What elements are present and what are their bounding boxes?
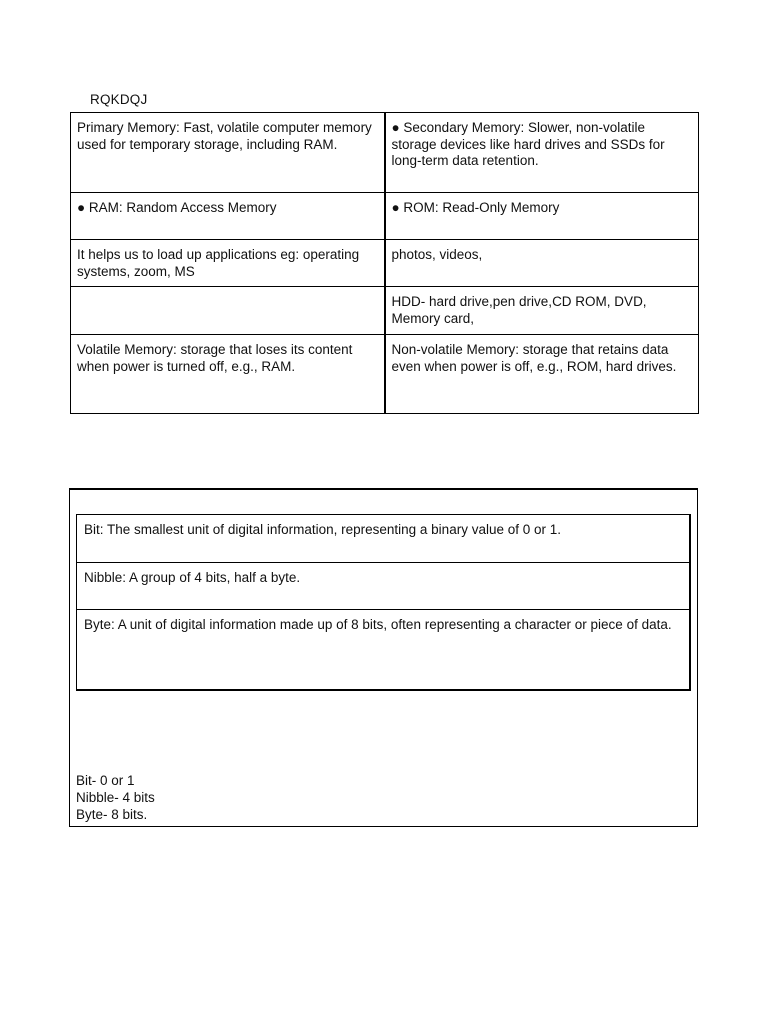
data-units-box <box>69 488 698 827</box>
primary-memory-cell: Primary Memory: Fast, volatile computer memory used for temporary storage, including RAM. <box>71 113 385 193</box>
table-row <box>71 240 699 287</box>
secondary-memory-cell: ● Secondary Memory: Slower, non-volatile storage devices like hard drives and SSDs for long-term data retention. <box>385 113 699 193</box>
empty-cell <box>71 287 385 335</box>
table-row <box>71 193 699 240</box>
byte-summary-line: Byte- 8 bits. <box>76 807 148 822</box>
document-header-label: RQKDQJ <box>90 92 148 107</box>
non-volatile-memory-cell: Non-volatile Memory: storage that retains data even when power is off, e.g., ROM, hard drives. <box>385 335 699 414</box>
bit-definition-row <box>77 515 689 563</box>
table-row <box>71 335 699 414</box>
data-units-table <box>76 514 691 691</box>
volatile-memory-cell: Volatile Memory: storage that loses its content when power is turned off, e.g., RAM. <box>71 335 385 414</box>
nibble-summary-line: Nibble- 4 bits <box>76 790 155 805</box>
units-summary <box>76 772 155 823</box>
table-row <box>71 113 699 193</box>
nibble-definition-text: Nibble: A group of 4 bits, half a byte. <box>84 570 301 585</box>
secondary-usage-cell: photos, videos, <box>385 240 699 287</box>
nibble-definition-row <box>77 563 689 610</box>
storage-devices-cell: HDD- hard drive,pen drive,CD ROM, DVD, Memory card, <box>385 287 699 335</box>
ram-usage-cell: It helps us to load up applications eg: operating systems, zoom, MS <box>71 240 385 287</box>
ram-cell: ● RAM: Random Access Memory <box>71 193 385 240</box>
rom-cell: ● ROM: Read-Only Memory <box>385 193 699 240</box>
bit-summary-line: Bit- 0 or 1 <box>76 773 135 788</box>
table-row <box>71 287 699 335</box>
byte-definition-row <box>77 610 689 689</box>
byte-definition-text: Byte: A unit of digital information made up of 8 bits, often representing a character or piece of data. <box>84 617 672 632</box>
bit-definition-text: Bit: The smallest unit of digital information, representing a binary value of 0 or 1. <box>84 522 562 537</box>
memory-types-table <box>70 112 699 414</box>
